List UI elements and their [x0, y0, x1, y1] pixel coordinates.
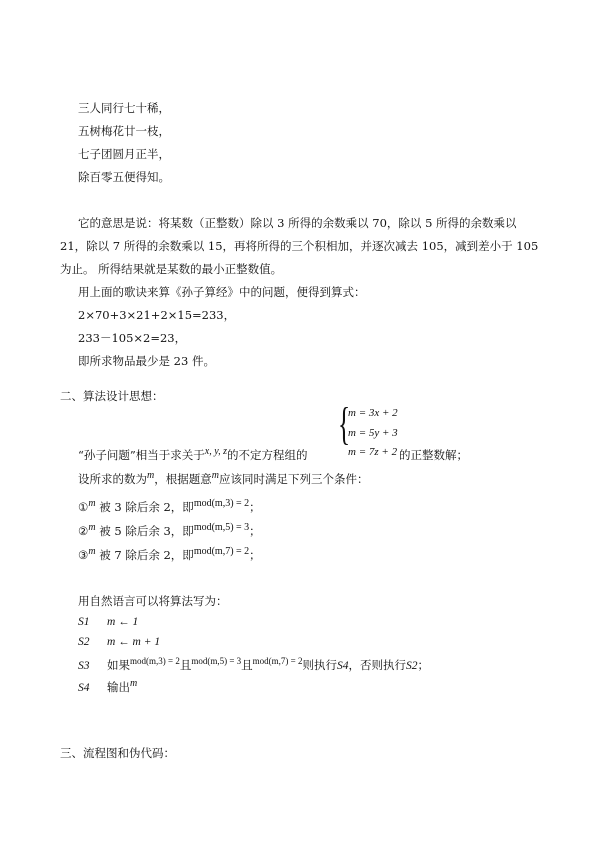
explanation-line-3: 为止。 所得结果就是某数的最小正整数值。	[60, 262, 283, 276]
poem-line-3: 七子团圆月正半，	[78, 147, 170, 161]
let-var-m2: m	[211, 470, 219, 481]
step-s3-then: 则执行	[302, 658, 337, 672]
step-s3-cond-1: mod(m,3) = 2	[130, 656, 180, 666]
step-s3	[78, 658, 429, 673]
condition-1-num: ①	[78, 500, 89, 514]
problem-text-b: 的不定方程组的	[226, 448, 308, 462]
step-s4-output: 输出	[107, 680, 130, 694]
step-s3-if: 如果	[107, 658, 130, 672]
condition-3-expr: mod(m,7) = 2	[193, 546, 250, 557]
step-s3-end: ；	[417, 658, 429, 672]
step-s1	[78, 614, 138, 629]
system-brace: {	[338, 398, 351, 449]
step-s2-label: S2	[78, 636, 90, 648]
system-eq-1: m = 3x + 2	[348, 407, 398, 419]
step-s2	[78, 634, 160, 649]
condition-1	[78, 500, 261, 516]
step-s3-else: ，否则执行	[348, 658, 406, 672]
condition-1-text: 被 3 除后余 2，即	[95, 500, 194, 514]
condition-3-num: ③	[78, 548, 89, 562]
step-s3-target: S4	[336, 660, 349, 672]
problem-statement	[78, 448, 307, 464]
step-s3-and-1: 且	[179, 658, 192, 672]
section-3-heading: 三、流程图和伪代码：	[60, 746, 175, 760]
step-s1-label: S1	[78, 616, 90, 628]
condition-2-num: ②	[78, 524, 89, 538]
step-s4-label: S4	[78, 682, 90, 694]
problem-text-c: 的正整数解；	[399, 448, 468, 462]
natural-language-intro: 用自然语言可以将算法写为：	[78, 594, 228, 608]
calc-line-2: 233－105×2=23，	[78, 331, 187, 345]
section-2-heading: 二、算法设计思想：	[60, 389, 164, 403]
condition-2	[78, 524, 261, 540]
let-var-m: m	[147, 470, 155, 481]
step-s4-var: m	[130, 678, 138, 689]
condition-2-text: 被 5 除后余 3，即	[95, 524, 194, 538]
step-s3-else-target: S2	[405, 660, 418, 672]
condition-1-var: m	[88, 498, 96, 509]
condition-3-var: m	[88, 546, 96, 557]
condition-3	[78, 548, 261, 564]
let-text-b: ，根据题意	[154, 472, 212, 486]
condition-2-var: m	[88, 522, 96, 533]
explanation-line-1: 它的意思是说：将某数（正整数）除以 3 所得的余数乘以 70，除以 5 所得的余数乘以	[78, 216, 517, 230]
condition-2-end: ；	[249, 524, 261, 538]
condition-3-text: 被 7 除后余 2，即	[95, 548, 194, 562]
step-s2-body: m ← m + 1	[107, 636, 161, 648]
let-statement	[78, 472, 368, 488]
poem-line-1: 三人同行七十稀，	[78, 101, 170, 115]
condition-3-end: ；	[249, 548, 261, 562]
condition-1-end: ；	[249, 500, 261, 514]
poem-line-2: 五树梅花廿一枝，	[78, 124, 170, 138]
step-s3-cond-3: mod(m,7) = 2	[252, 656, 303, 666]
step-s3-label: S3	[78, 660, 90, 672]
step-s1-body: m ← 1	[107, 616, 139, 628]
step-s4	[78, 680, 137, 696]
poem-line-4: 除百零五便得知。	[78, 170, 170, 184]
problem-text-a: “孙子问题”相当于求关于	[78, 448, 205, 462]
step-s3-cond-2: mod(m,5) = 3	[191, 656, 242, 666]
step-s3-and-2: 且	[241, 658, 253, 672]
system-eq-3: m = 7z + 2	[348, 446, 398, 458]
system-eq-2: m = 5y + 3	[348, 427, 398, 439]
let-text-c: 应该同时满足下列三个条件：	[218, 472, 369, 486]
let-text-a: 设所求的数为	[78, 472, 147, 486]
explanation-line-4: 用上面的歌诀来算《孙子算经》中的问题，便得到算式：	[78, 285, 366, 299]
condition-1-expr: mod(m,3) = 2	[193, 498, 250, 509]
problem-vars: x, y, z	[204, 446, 227, 457]
condition-2-expr: mod(m,5) = 3	[193, 522, 250, 533]
calc-line-1: 2×70+3×21+2×15=233，	[78, 308, 236, 322]
explanation-line-2: 21，除以 7 所得的余数乘以 15，再将所得的三个积相加，并逐次减去 105，减到差小于 105	[60, 239, 539, 253]
conclusion: 即所求物品最少是 23 件。	[78, 354, 215, 368]
